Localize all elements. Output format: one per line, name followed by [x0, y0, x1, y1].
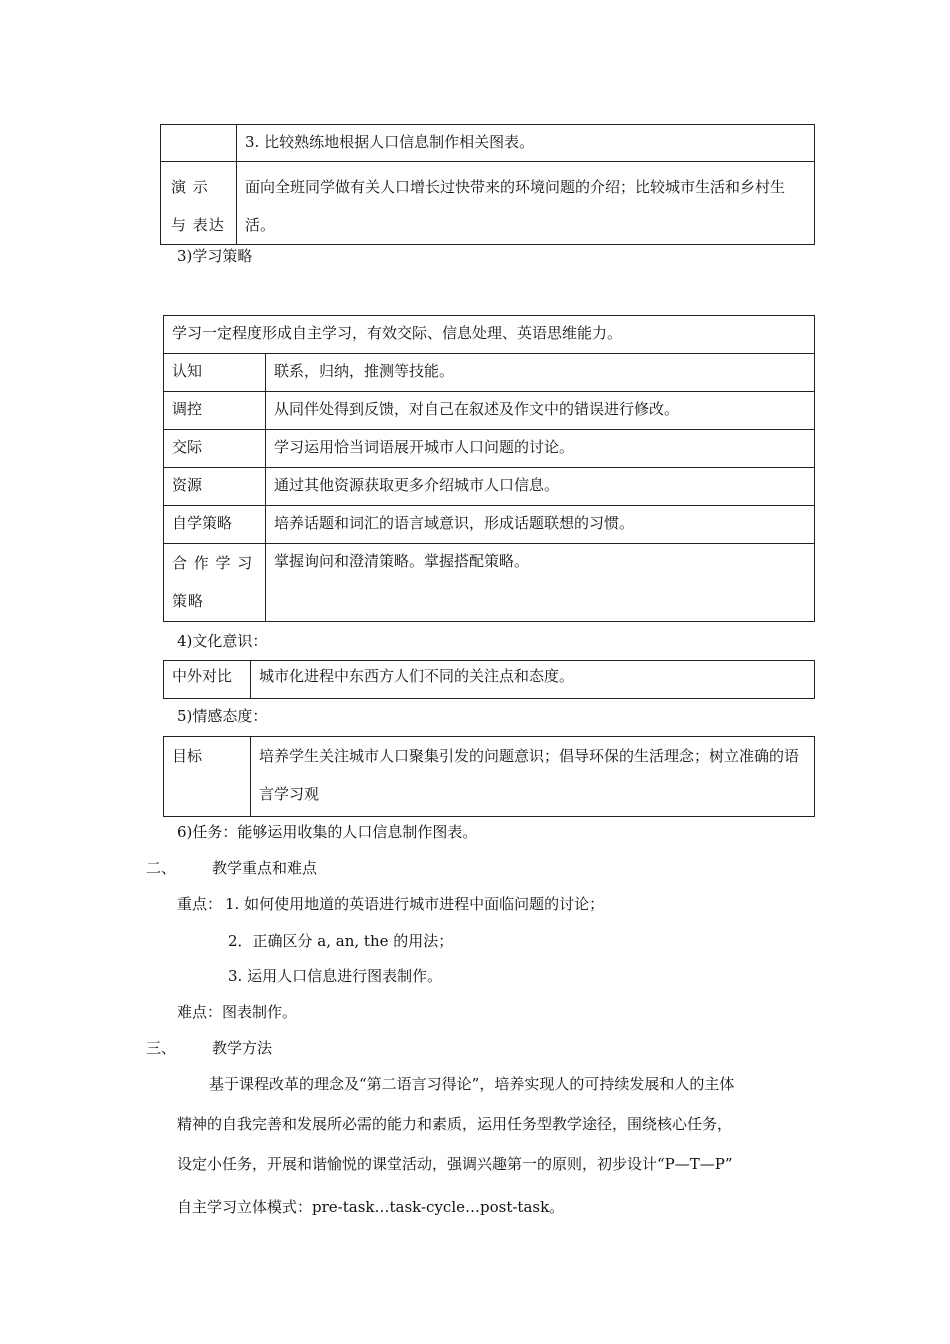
attitude-text: 培养学生关注城市人口聚集引发的问题意识；倡导环保的生活理念；树立准确的语言学习观 [251, 737, 815, 817]
presentation-text: 面向全班同学做有关人口增长过快带来的环境问题的介绍；比较城市生活和乡村生活。 [237, 162, 815, 245]
paragraph-line: 自主学习立体模式：pre-task…task-cycle…post-task。 [177, 1198, 565, 1216]
paragraph-line: 基于课程改革的理念及“第二语言习得论”，培养实现人的可持续发展和人的主体 [209, 1075, 735, 1093]
strategy-label: 交际 [164, 430, 266, 468]
attitude-table [163, 736, 815, 817]
strategy-label: 合 作 学 习 策略 [164, 544, 266, 622]
strategy-label: 资源 [164, 468, 266, 506]
strategy-header: 学习一定程度形成自主学习，有效交际、信息处理、英语思维能力。 [164, 316, 815, 354]
difficulty-text: 难点：图表制作。 [177, 1003, 298, 1021]
section-number: 二、 [146, 859, 177, 877]
key-item: 1. 如何使用地道的英语进行城市进程中面临问题的讨论； [225, 895, 605, 913]
empty-label-cell [161, 125, 237, 162]
attitude-label: 目标 [164, 737, 251, 817]
learning-strategy-table [163, 315, 815, 622]
paragraph-line: 精神的自我完善和发展所必需的能力和素质，运用任务型教学途径，围绕核心任务， [177, 1115, 733, 1133]
key-item: 3. 运用人口信息进行图表制作。 [228, 967, 443, 985]
strategy-text: 培养话题和词汇的语言域意识，形成话题联想的习惯。 [266, 506, 815, 544]
strategy-text: 通过其他资源获取更多介绍城市人口信息。 [266, 468, 815, 506]
section-title: 教学方法 [212, 1039, 273, 1057]
key-item: 2．正确区分 a, an, the 的用法； [228, 932, 454, 950]
key-label: 重点： [177, 895, 223, 913]
strategy-text: 联系，归纳，推测等技能。 [266, 354, 815, 392]
heading-learning-strategy: 3)学习策略 [177, 247, 253, 265]
cultural-text: 城市化进程中东西方人们不同的关注点和态度。 [251, 661, 815, 699]
section-number: 三、 [146, 1039, 177, 1057]
heading-emotional-attitude: 5)情感态度： [177, 707, 268, 725]
strategy-label: 调控 [164, 392, 266, 430]
section-title: 教学重点和难点 [212, 859, 318, 877]
strategy-label: 认知 [164, 354, 266, 392]
heading-cultural-awareness: 4)文化意识： [177, 632, 268, 650]
strategy-text: 从同伴处得到反馈，对自己在叙述及作文中的错误进行修改。 [266, 392, 815, 430]
presentation-label: 演 示 与 表达 [161, 162, 237, 245]
objectives-table-continued [160, 124, 815, 245]
heading-task: 6)任务：能够运用收集的人口信息制作图表。 [177, 823, 478, 841]
strategy-label: 自学策略 [164, 506, 266, 544]
cultural-table [163, 660, 815, 699]
cultural-label: 中外对比 [164, 661, 251, 699]
strategy-text: 学习运用恰当词语展开城市人口问题的讨论。 [266, 430, 815, 468]
paragraph-line: 设定小任务，开展和谐愉悦的课堂活动，强调兴趣第一的原则，初步设计“P—T—P” [177, 1155, 733, 1173]
strategy-text: 掌握询问和澄清策略。掌握搭配策略。 [266, 544, 815, 622]
objective-cell: 3. 比较熟练地根据人口信息制作相关图表。 [237, 125, 815, 162]
